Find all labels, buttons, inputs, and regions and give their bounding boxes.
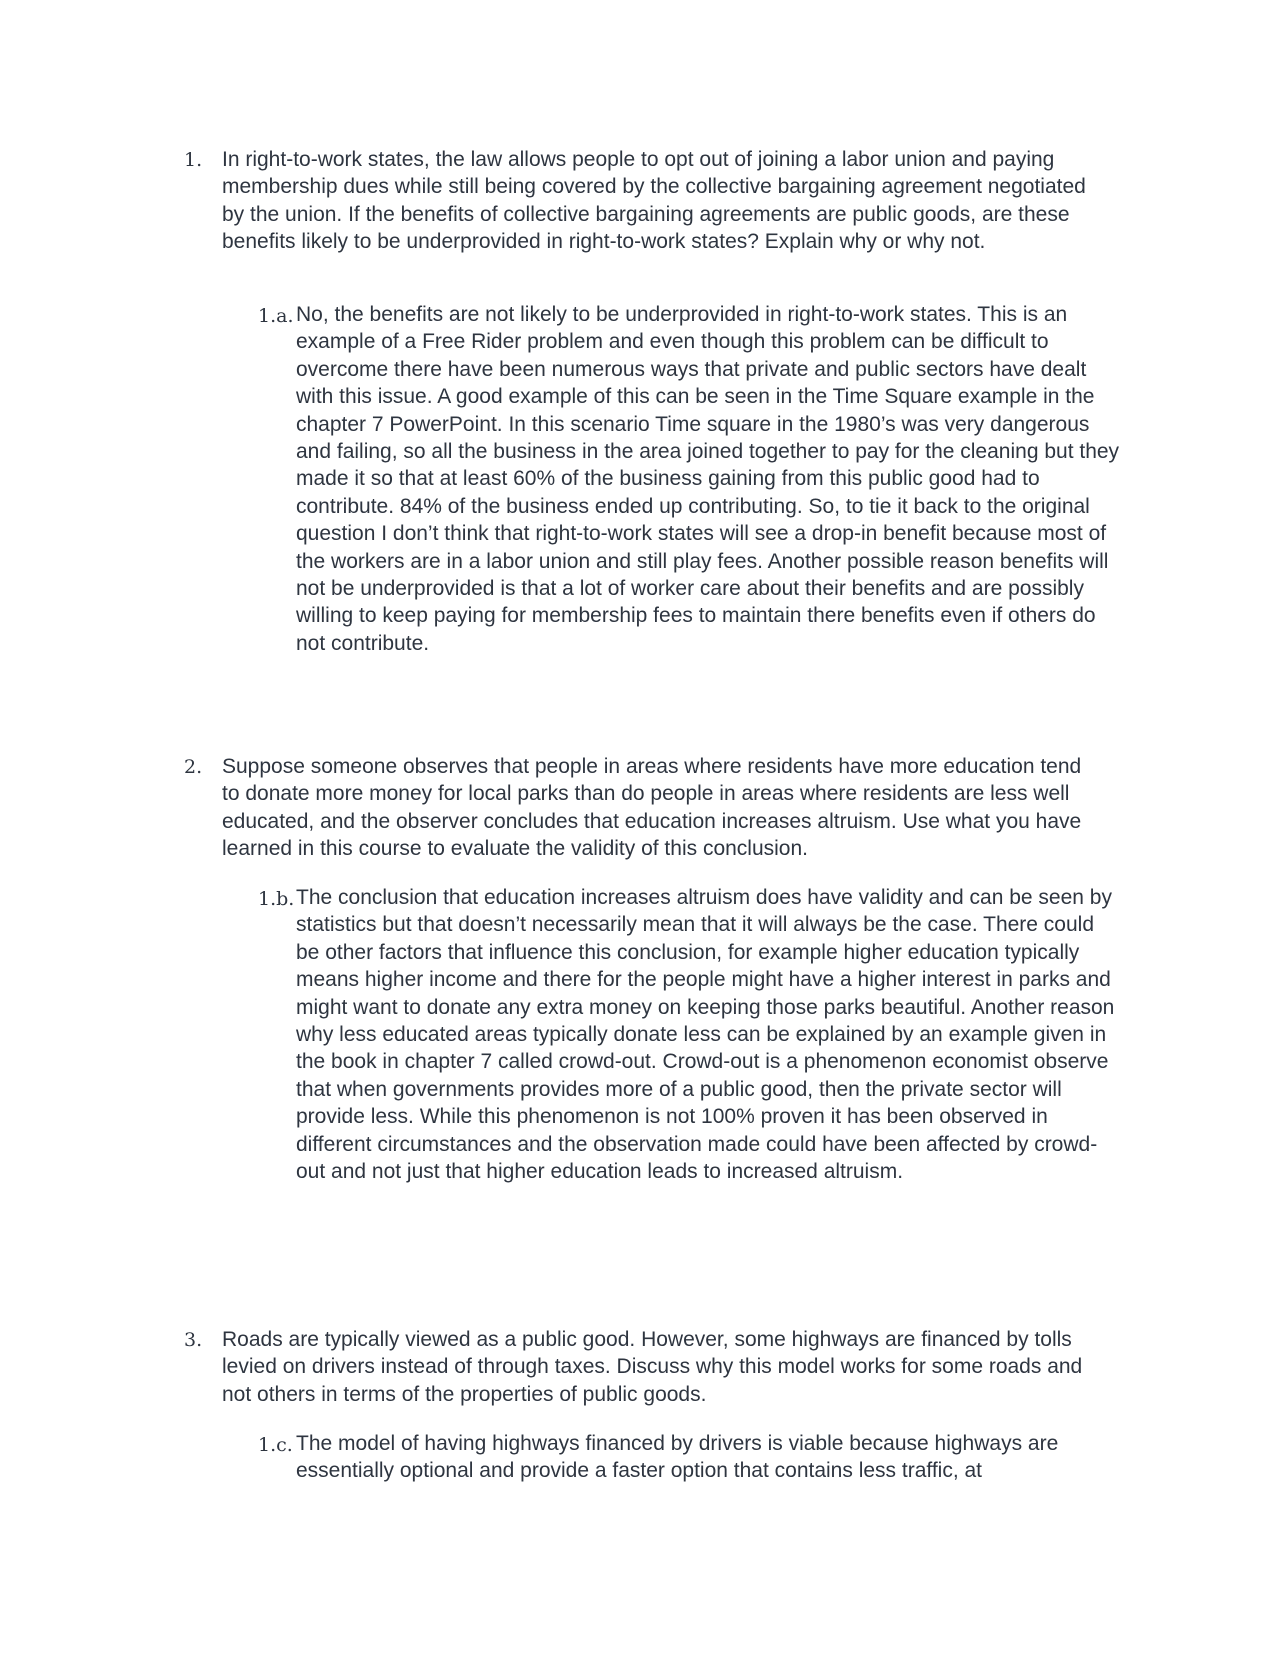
question-1-number: 1. bbox=[184, 149, 203, 171]
question-2-text: Suppose someone observes that people in areas where residents have more education tend to donate more money for local parks than do people in areas where residents are less well educated, and the observer concludes that education increases altruism. Use what you have learned in this course to evaluate the validity of this conclusion. bbox=[222, 755, 1082, 861]
answer-1b-text: The conclusion that education increases altruism does have validity and can be seen by statistics but that doesn’t necessarily mean that it will always be the case. There could be other factors that influence this conclusion, for example higher education typically means higher income and there for the people might have a higher interest in parks and might want to donate any extra money on keeping those parks beautiful. Another reason why less educated areas typically donate less can be explained by an example given in the book in chapter 7 called crowd-out. Crowd-out is a phenomenon economist observe that when governments provides more of a public good, then the private sector will provide less. While this phenomenon is not 100% proven it has been observed in different circumstances and the observation made could have been affected by crowd-out and not just that higher education leads to increased altruism. bbox=[296, 886, 1115, 1184]
answer-1c-text: The model of having highways financed by drivers is viable because highways are essentially optional and provide a faster option that contains less traffic, at bbox=[296, 1432, 1059, 1483]
question-2-number: 2. bbox=[184, 756, 203, 778]
question-3-text: Roads are typically viewed as a public good. However, some highways are financed by tolls levied on drivers instead of through taxes. Discuss why this model works for some roads and not others in terms of the properties of public goods. bbox=[222, 1328, 1083, 1406]
question-1-text: In right-to-work states, the law allows people to opt out of joining a labor union and paying membership dues while still being covered by the collective bargaining agreement negotiated by the union. If the benefits of collective bargaining agreements are public goods, are these benefits likely to be underprovided in right-to-work states? Explain why or why not. bbox=[222, 148, 1086, 254]
question-3-number: 3. bbox=[184, 1329, 203, 1351]
answer-1a-text: No, the benefits are not likely to be underprovided in right-to-work states. This is an example of a Free Rider problem and even though this problem can be difficult to overcome there have been numerous ways that private and public sectors have dealt with this issue. A good example of this can be seen in the Time Square example in the chapter 7 PowerPoint. In this scenario Time square in the 1980’s was very dangerous and failing, so all the business in the area joined together to pay for the cleaning but they made it so that at least 60% of the business gaining from this public good had to contribute. 84% of the business ended up contributing. So, to tie it back to the original question I don’t think that right-to-work states will see a drop-in benefit because most of the workers are in a labor union and still play fees. Another possible reason benefits will not be underprovided is that a lot of worker care about their benefits and are possibly willing to keep paying for membership fees to maintain there benefits even if others do not contribute. bbox=[296, 303, 1120, 655]
answer-1c-number: 1.c. bbox=[258, 1434, 293, 1456]
answer-1b-number: 1.b. bbox=[258, 888, 295, 910]
answer-1a-number: 1.a. bbox=[258, 305, 294, 327]
